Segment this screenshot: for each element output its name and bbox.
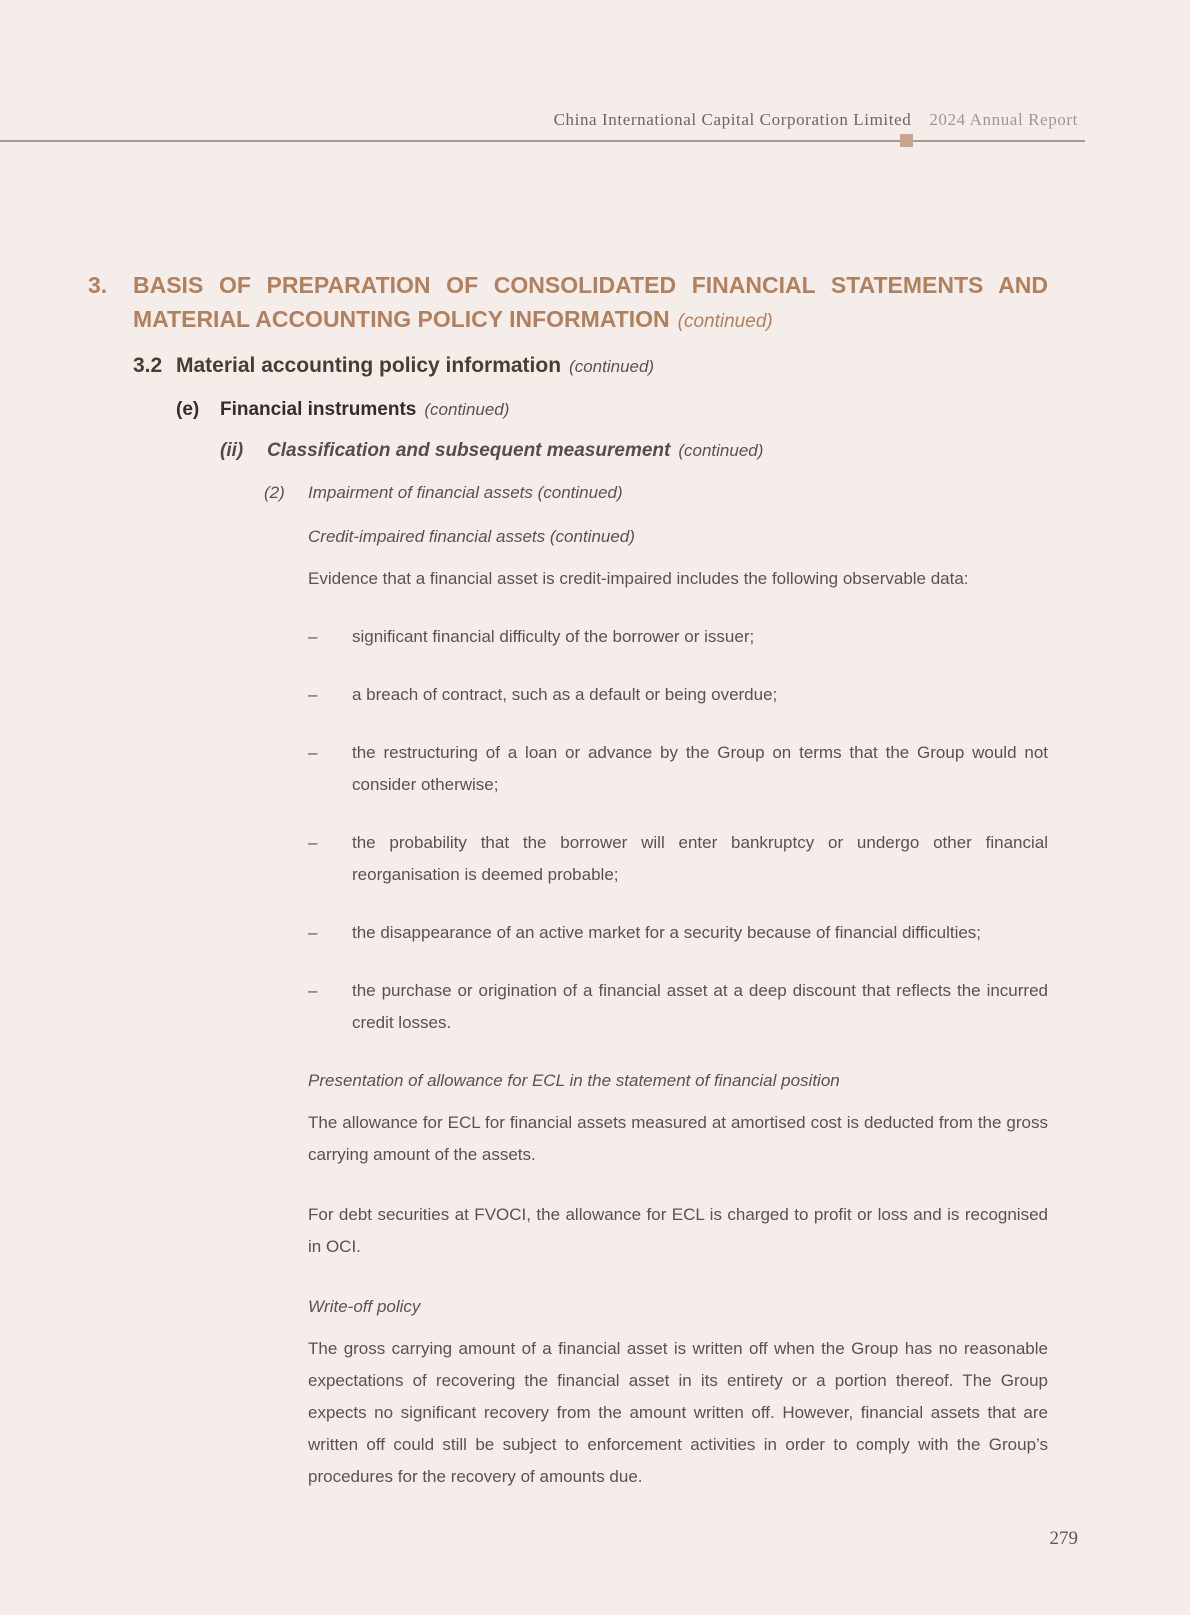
presentation-paragraph-1: The allowance for ECL for financial assets measured at amortised cost is deducted from the gross carrying amount of the assets.	[308, 1113, 1048, 1164]
page-header	[554, 110, 1078, 130]
item-ii-number: (ii)	[220, 440, 244, 461]
list-item	[308, 917, 1048, 949]
item-e-title: Financial instruments (continued)	[220, 399, 510, 420]
list-item	[308, 621, 1048, 653]
section-continued-label: (continued)	[677, 311, 773, 332]
bullet-text: a breach of contract, such as a default or being overdue;	[352, 685, 778, 704]
content-area	[88, 268, 1048, 1493]
writeoff-paragraph: The gross carrying amount of a financial asset is written off when the Group has no reasonable expectations of recovering the financial asset in its entirety or a portion thereof. The Group expects no significant recovery from the amount written off. However, financial assets that are written off could still be subject to enforcement activities in order to comply with the Group’s procedures for the recovery of amounts due.	[308, 1339, 1048, 1486]
bullet-text: the disappearance of an active market for a security because of financial difficulties;	[352, 923, 982, 942]
bullet-dash: –	[308, 627, 318, 646]
item-2-heading	[264, 479, 1048, 507]
item-e-heading	[176, 396, 1048, 424]
item-ii-continued-label: (continued)	[678, 441, 764, 460]
header-report-title: 2024 Annual Report	[929, 110, 1078, 129]
bullet-text: the probability that the borrower will enter bankruptcy or undergo other financial reorganisation is deemed probable;	[352, 833, 1048, 884]
section-heading	[88, 268, 1048, 339]
item-e-continued-label: (continued)	[424, 400, 510, 419]
header-divider-rule	[0, 140, 1085, 142]
bullet-dash: –	[308, 833, 318, 852]
intro-paragraph: Evidence that a financial asset is credit-impaired includes the following observable data:	[308, 569, 969, 588]
page-number: 279	[1049, 1528, 1078, 1549]
header-company-name: China International Capital Corporation Limited	[553, 110, 912, 129]
bullet-text: the purchase or origination of a financial asset at a deep discount that reflects the incurred credit losses.	[352, 981, 1048, 1032]
bullet-text: significant financial difficulty of the borrower or issuer;	[352, 627, 755, 646]
item-2-title: Impairment of financial assets (continued)	[308, 483, 623, 502]
subsection-continued-label: (continued)	[569, 357, 655, 376]
bullet-dash: –	[308, 981, 318, 1000]
section-title-line1: BASIS OF PREPARATION OF CONSOLIDATED FINANCIAL STATEMENTS AND	[133, 272, 1048, 298]
item-e-number: (e)	[176, 399, 200, 420]
item-ii-title: Classification and subsequent measurement (continued)	[267, 440, 764, 461]
credit-impaired-subheading: Credit-impaired financial assets (continued)	[308, 527, 635, 546]
body-text-block	[308, 521, 1048, 1493]
list-item	[308, 737, 1048, 801]
section-title	[133, 268, 1048, 339]
presentation-subheading: Presentation of allowance for ECL in the statement of financial position	[308, 1071, 840, 1090]
section-title-line2: MATERIAL ACCOUNTING POLICY INFORMATION (continued)	[133, 306, 773, 332]
item-2-number: (2)	[264, 483, 285, 502]
bullet-text: the restructuring of a loan or advance by the Group on terms that the Group would not consider otherwise;	[352, 743, 1048, 794]
subsection-title: Material accounting policy information (continued)	[176, 354, 655, 377]
list-item	[308, 975, 1048, 1039]
item-ii-heading	[220, 437, 1048, 465]
list-item	[308, 827, 1048, 891]
bullet-dash: –	[308, 923, 318, 942]
subsection-heading	[133, 351, 1048, 382]
header-accent-square	[900, 134, 913, 147]
list-item	[308, 679, 1048, 711]
section-number: 3.	[88, 272, 108, 298]
subsection-number: 3.2	[133, 354, 163, 377]
bullet-dash: –	[308, 743, 318, 762]
bullet-dash: –	[308, 685, 318, 704]
presentation-paragraph-2: For debt securities at FVOCI, the allowance for ECL is charged to profit or loss and is recognised in OCI.	[308, 1205, 1048, 1256]
writeoff-subheading: Write-off policy	[308, 1297, 421, 1316]
